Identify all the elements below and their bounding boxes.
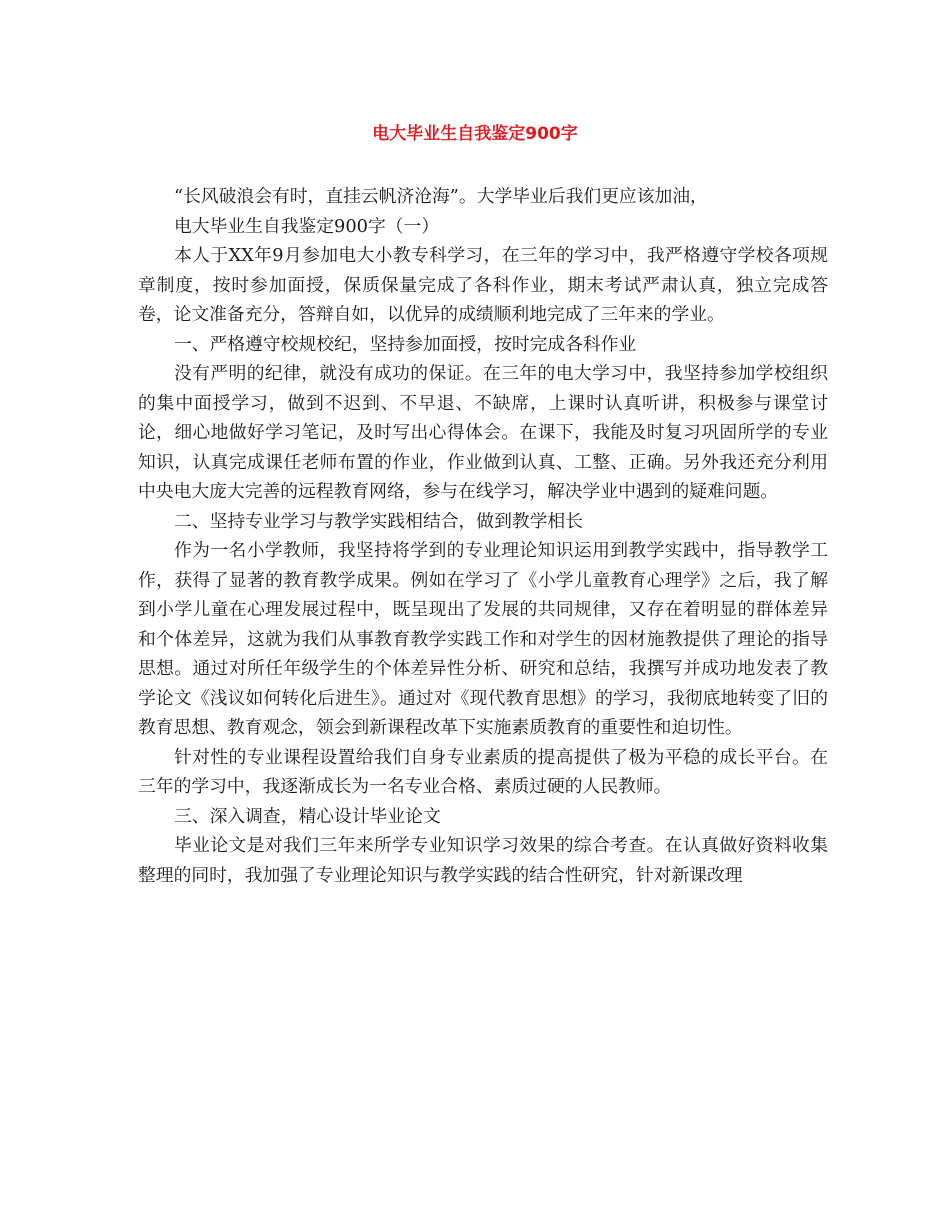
document-body xyxy=(138,182,828,890)
paragraph-heading-two: 二、坚持专业学习与教学实践相结合，做到教学相长 xyxy=(174,510,583,532)
paragraph-thesis: 毕业论文是对我们三年来所学专业知识学习效果的综合考查。在认真做好资料收集整理的同时，我加强了专业理论知识与教学实践的结合性研究，针对新课改理 xyxy=(138,835,828,886)
paragraph-section-heading: 电大毕业生自我鉴定900字（一） xyxy=(174,215,440,237)
paragraph-overview: 本人于XX年9月参加电大小教专科学习，在三年的学习中，我严格遵守学校各项规章制度，按时参加面授，保质保量完成了各科作业，期末考试严肃认真，独立完成答卷，论文准备充分，答辩自如，以优异的成绩顺利地完成了三年来的学业。 xyxy=(138,245,828,325)
paragraph-curriculum: 针对性的专业课程设置给我们自身专业素质的提高提供了极为平稳的成长平台。在三年的学习中，我逐渐成长为一名专业合格、素质过硬的人民教师。 xyxy=(138,746,828,797)
document-title: 电大毕业生自我鉴定900字 xyxy=(372,124,578,144)
paragraph-heading-one: 一、严格遵守校规校纪，坚持参加面授，按时完成各科作业 xyxy=(174,333,637,355)
paragraph-discipline: 没有严明的纪律，就没有成功的保证。在三年的电大学习中，我坚持参加学校组织的集中面授学习，做到不迟到、不早退、不缺席，上课时认真听讲，积极参与课堂讨论，细心地做好学习笔记，及时写出心得体会。在课下，我能及时复习巩固所学的专业知识，认真完成课任老师布置的作业，作业做到认真、工整、正确。另外我还充分利用中央电大庞大完善的远程教育网络，参与在线学习，解决学业中遇到的疑难问题。 xyxy=(138,363,828,502)
paragraph-intro-quote: “长风破浪会有时，直挂云帆济沧海”。大学毕业后我们更应该加油， xyxy=(174,186,708,207)
paragraph-heading-three: 三、深入调查，精心设计毕业论文 xyxy=(174,805,441,827)
paragraph-teaching-practice: 作为一名小学教师，我坚持将学到的专业理论知识运用到教学实践中，指导教学工作，获得了显著的教育教学成果。例如在学习了《小学儿童教育心理学》之后，我了解到小学儿童在心理发展过程中，既呈现出了发展的共同规律，又存在着明显的群体差异和个体差异，这就为我们从事教育教学实践工作和对学生的因材施教提供了理论的指导思想。通过对所任年级学生的个体差异性分析、研究和总结，我撰写并成功地发表了教学论文《浅议如何转化后进生》。通过对《现代教育思想》的学习，我彻底地转变了旧的教育思想、教育观念，领会到新课程改革下实施素质教育的重要性和迫切性。 xyxy=(138,540,828,738)
